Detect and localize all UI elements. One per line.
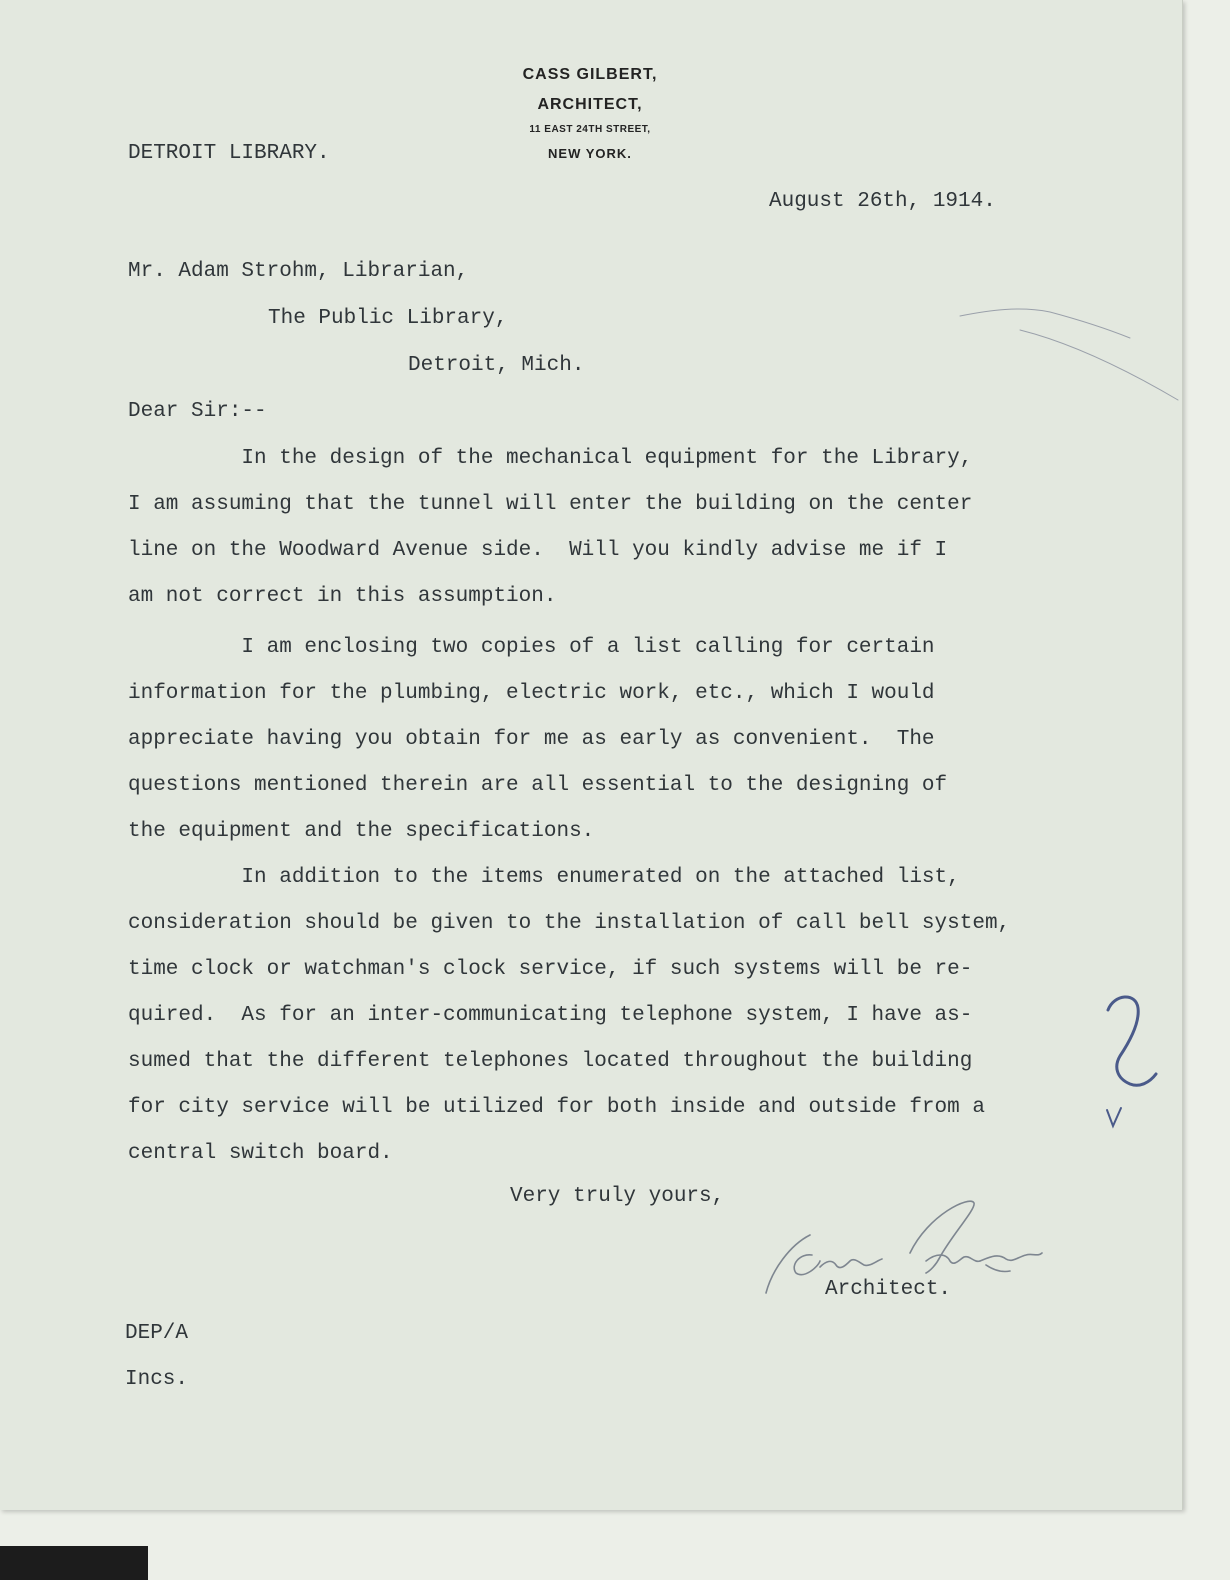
recipient-organization: The Public Library, — [268, 307, 508, 330]
paragraph-line: In addition to the items enumerated on the attached list, — [128, 866, 960, 889]
paragraph-line: central switch board. — [128, 1142, 393, 1165]
paragraph-line: quired. As for an inter-communicating telephone system, I have as- — [128, 1004, 973, 1027]
body-paragraph-3 — [128, 855, 1010, 1177]
paragraph-line: I am enclosing two copies of a list calling for certain — [128, 636, 935, 659]
body-paragraph-2 — [128, 625, 947, 855]
signer-title: Architect. — [825, 1278, 952, 1301]
enclosures-note: Incs. — [125, 1368, 189, 1391]
closing: Very truly yours, — [510, 1185, 725, 1208]
paragraph-line: questions mentioned therein are all essential to the designing of — [128, 774, 948, 797]
letterhead-city: NEW YORK. — [548, 146, 632, 161]
paragraph-line: time clock or watchman's clock service, if such systems will be re- — [128, 958, 973, 981]
paragraph-line: information for the plumbing, electric work, etc., which I would — [128, 682, 935, 705]
scanner-edge — [0, 1546, 148, 1580]
paragraph-line: line on the Woodward Avenue side. Will you kindly advise me if I — [128, 539, 948, 562]
letter-date: August 26th, 1914. — [769, 190, 996, 213]
paragraph-line: for city service will be utilized for both inside and outside from a — [128, 1096, 985, 1119]
letterhead-name: CASS GILBERT, — [522, 66, 658, 83]
recipient-name: Mr. Adam Strohm, Librarian, — [128, 260, 469, 283]
paragraph-line: consideration should be given to the installation of call bell system, — [128, 912, 1011, 935]
paragraph-line: sumed that the different telephones located throughout the building — [128, 1050, 973, 1073]
paragraph-line: In the design of the mechanical equipment for the Library, — [128, 447, 973, 470]
letterhead-address: 11 EAST 24TH STREET, — [529, 124, 651, 135]
letterhead-title: ARCHITECT, — [537, 96, 643, 113]
typist-initials: DEP/A — [125, 1322, 189, 1345]
subject-line: DETROIT LIBRARY. — [128, 142, 330, 165]
paragraph-line: appreciate having you obtain for me as early as convenient. The — [128, 728, 935, 751]
body-paragraph-1 — [128, 436, 972, 620]
paragraph-line: the equipment and the specifications. — [128, 820, 595, 843]
margin-mark-2 — [1102, 992, 1164, 1092]
recipient-city: Detroit, Mich. — [408, 354, 585, 377]
pencil-stroke-marks — [960, 300, 1182, 410]
paragraph-line: I am assuming that the tunnel will enter the building on the center — [128, 493, 973, 516]
paragraph-line: am not correct in this assumption. — [128, 585, 557, 608]
salutation: Dear Sir:-- — [128, 400, 267, 423]
margin-mark-v — [1104, 1106, 1126, 1130]
